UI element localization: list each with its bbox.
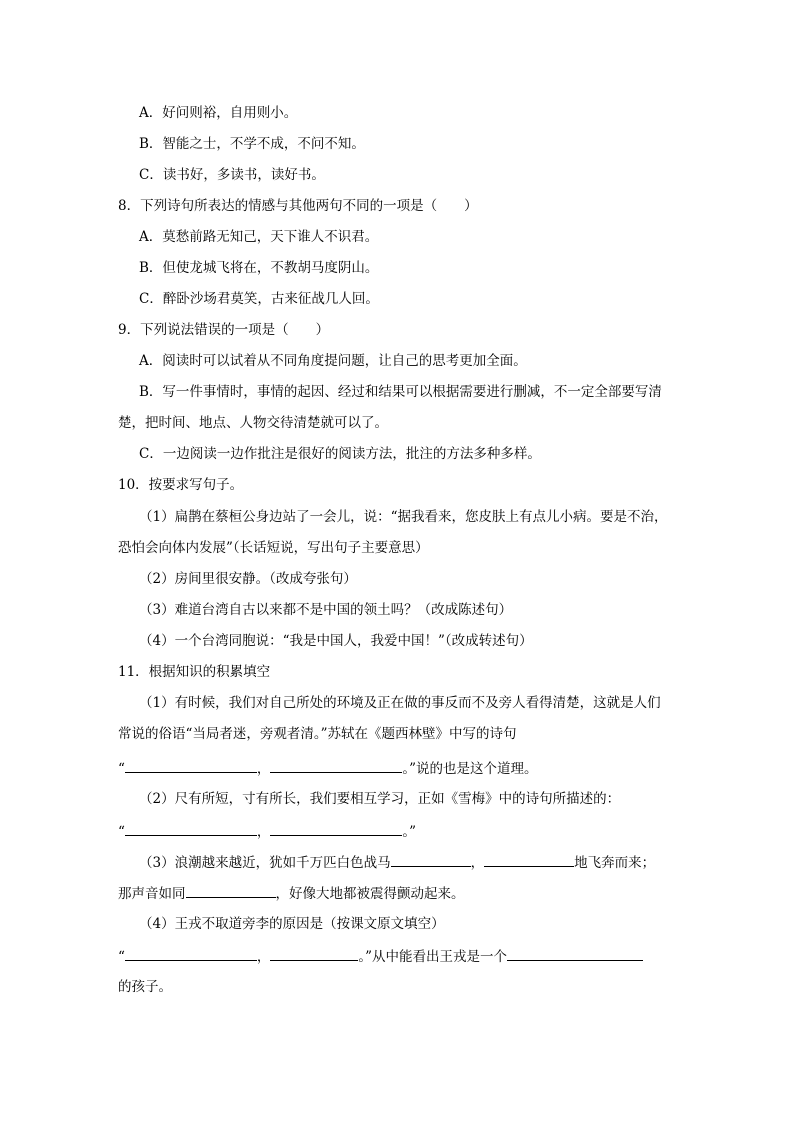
- q11-p4-line1: （4）王戎不取道旁李的原因是（按课文原文填空）: [139, 916, 445, 932]
- q10-stem: 10．按要求写句子。: [118, 477, 244, 493]
- p3-text-d: ，好像大地都被震得颤动起来。: [275, 886, 465, 902]
- p3-text-b: 地飞奔而来；: [574, 855, 656, 871]
- q7-option-b: B．智能之士，不学不成，不问不知。: [139, 136, 365, 152]
- answer-blank[interactable]: [270, 946, 358, 961]
- open-quote: “: [118, 949, 125, 965]
- q11-p4-fill-line: [118, 946, 643, 966]
- q10-sub1-line1: （1）扁鹊在蔡桓公身边站了一会儿，说：“据我看来，您皮肤上有点儿小病。要是不治，: [139, 509, 668, 525]
- comma: ，: [470, 855, 485, 871]
- answer-blank[interactable]: [507, 946, 643, 961]
- q9-option-c: C．一边阅读一边作批注是很好的阅读方法，批注的方法多种多样。: [139, 446, 541, 462]
- q11-stem: 11．根据知识的积累填空: [118, 664, 271, 680]
- q9-stem: 9．下列说法错误的一项是（ ）: [118, 322, 330, 338]
- q10-sub3: （3）难道台湾自古以来都不是中国的领土吗？（改成陈述句）: [139, 602, 513, 618]
- q8-option-b: B．但使龙城飞将在，不教胡马度阴山。: [139, 260, 379, 276]
- q7-option-c: C．读书好，多读书，读好书。: [139, 167, 325, 183]
- open-quote: “: [118, 761, 125, 777]
- q11-p2-fill-line: [118, 821, 416, 841]
- q11-p1-line2: 常说的俗语“当局者迷，旁观者清。”苏轼在《题西林壁》中写的诗句: [118, 726, 517, 742]
- q10-sub4: （4）一个台湾同胞说：“我是中国人，我爱中国！”（改成转述句）: [139, 633, 533, 649]
- open-quote: “: [118, 824, 125, 840]
- answer-blank[interactable]: [270, 821, 402, 836]
- q8-option-c: C．醉卧沙场君莫笑，古来征战几人回。: [139, 291, 379, 307]
- q9-option-b-line2: 楚，把时间、地点、人物交待清楚就可以了。: [118, 415, 388, 431]
- q8-option-a: A．莫愁前路无知己，天下谁人不识君。: [139, 229, 379, 245]
- q11-p2-line1: （2）尺有所短，寸有所长，我们要相互学习，正如《雪梅》中的诗句所描述的：: [139, 791, 621, 807]
- answer-blank[interactable]: [125, 821, 257, 836]
- q9-option-b-line1: B．写一件事情时，事情的起因、经过和结果可以根据需要进行删减，不一定全部要写清: [139, 384, 662, 400]
- q11-p1-fill-line: [118, 758, 538, 778]
- q8-stem: 8．下列诗句所表达的情感与其他两句不同的一项是（ ）: [118, 198, 478, 214]
- p3-text-c: 那声音如同: [118, 886, 186, 902]
- q9-option-a: A．阅读时可以试着从不同角度提问题，让自己的思考更加全面。: [139, 353, 527, 369]
- q7-option-a: A．好问则裕，自用则小。: [139, 105, 298, 121]
- closing-text: 。”: [402, 824, 417, 840]
- answer-blank[interactable]: [484, 852, 574, 867]
- q10-sub2: （2）房间里很安静。（改成夸张句）: [139, 571, 357, 587]
- answer-blank[interactable]: [270, 758, 402, 773]
- comma: ，: [256, 824, 271, 840]
- q10-sub1-line2: 恐怕会向体内发展”（长话短说，写出句子主要意思）: [118, 540, 429, 556]
- answer-blank[interactable]: [125, 946, 257, 961]
- answer-blank[interactable]: [186, 883, 276, 898]
- q11-p1-line1: （1）有时候，我们对自己所处的环境及正在做的事反而不及旁人看得清楚，这就是人们: [139, 695, 661, 711]
- answer-blank[interactable]: [391, 852, 471, 867]
- comma: ，: [256, 949, 271, 965]
- q11-p3-line2: [118, 883, 465, 903]
- comma: ，: [256, 761, 271, 777]
- answer-blank[interactable]: [125, 758, 257, 773]
- closing-text: 。”说的也是这个道理。: [402, 761, 538, 777]
- p4-mid-text: 。”从中能看出王戎是一个: [358, 949, 508, 965]
- p3-text-a: （3）浪潮越来越近，犹如千万匹白色战马: [139, 855, 391, 871]
- q11-p4-line3: 的孩子。: [118, 979, 172, 995]
- q11-p3-line1: [139, 852, 655, 872]
